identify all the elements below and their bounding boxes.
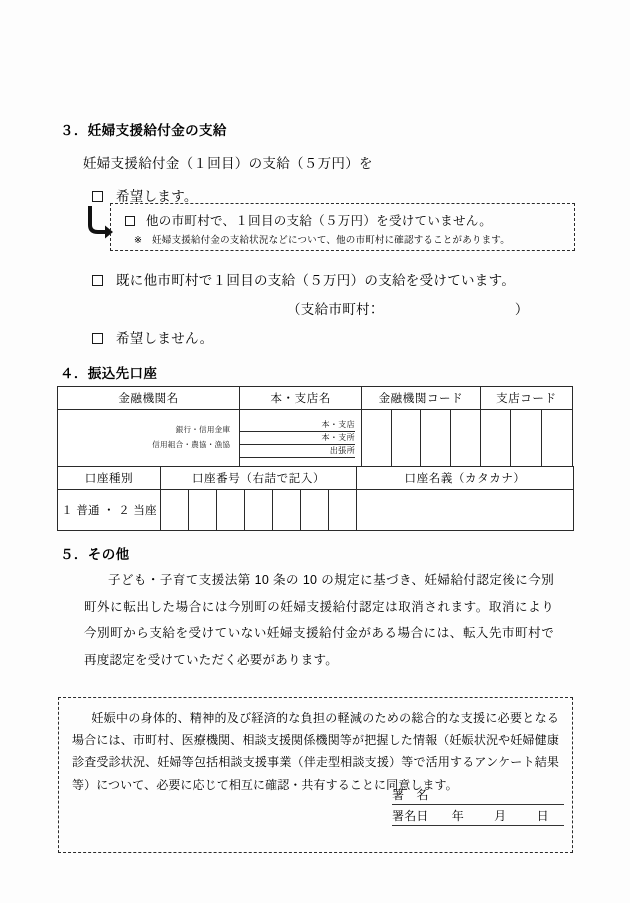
- section-3-lead-text: 妊婦支援給付金（１回目）の支給（５万円）を: [83, 156, 373, 171]
- table-header-row-2: [58, 467, 574, 490]
- account-number-cell-2[interactable]: [189, 490, 217, 531]
- checkbox-label-already-received: 既に他市町村で１回目の支給（５万円）の支給を受けています。: [116, 273, 516, 288]
- month-label: 月: [494, 809, 507, 823]
- th-financial-institution-name: 金融機関名: [58, 387, 240, 410]
- section-5-heading: ５．その他: [60, 547, 130, 562]
- checkbox-label-not-received-elsewhere: 他の市町村で、１回目の支給（５万円）を受けていません。: [146, 214, 493, 228]
- branch-type-list: [240, 419, 361, 458]
- th-branch-name: 本・支店名: [240, 387, 362, 410]
- note-mark: ※: [134, 235, 143, 246]
- day-label: 日: [536, 809, 549, 823]
- table-data-row-1: [58, 410, 573, 467]
- account-number-cell-4[interactable]: [245, 490, 273, 531]
- checkbox-request-yes[interactable]: [92, 191, 103, 202]
- branch-code-cell-1[interactable]: [480, 410, 511, 467]
- checkbox-row-request-yes[interactable]: [92, 185, 198, 205]
- table-header-row-1: [58, 387, 573, 410]
- bank-code-cell-2[interactable]: [391, 410, 421, 467]
- consent-paragraph: [72, 707, 559, 796]
- bank-code-cell-1[interactable]: [362, 410, 392, 467]
- signature-date-label: 署名日: [392, 809, 429, 823]
- paying-municipality-field[interactable]: （支給市町村： ）: [287, 302, 529, 317]
- th-branch-code: 支店コード: [480, 387, 572, 410]
- th-bank-code: 金融機関コード: [362, 387, 481, 410]
- branch-code-cell-2[interactable]: [511, 410, 542, 467]
- signature-date-line[interactable]: [392, 806, 564, 826]
- checkbox-not-received-elsewhere[interactable]: [125, 216, 135, 226]
- note-text: 妊婦支援給付金の支給状況などについて、他の市町村に確認することがあります。: [152, 235, 510, 246]
- fi-type-1: 信用組合・農協・漁協: [152, 440, 231, 449]
- bank-account-table: [57, 386, 573, 467]
- account-number-cell-1[interactable]: [161, 490, 189, 531]
- signature-date-fields[interactable]: [429, 807, 564, 824]
- checkbox-row-request-no[interactable]: [92, 327, 213, 347]
- checkbox-row-already-received[interactable]: [92, 269, 515, 289]
- table-data-row-2: [58, 490, 574, 531]
- cell-financial-institution-name[interactable]: [58, 410, 240, 467]
- bank-code-cell-4[interactable]: [451, 410, 481, 467]
- cell-account-kind[interactable]: １ 普通 ・ ２ 当座: [58, 490, 161, 531]
- checkbox-label-request-no: 希望しません。: [116, 331, 214, 346]
- branch-type-1: 本・支所: [240, 432, 355, 445]
- branch-code-cell-3[interactable]: [542, 410, 573, 467]
- signature-label: 署 名: [392, 788, 429, 802]
- account-number-cell-5[interactable]: [273, 490, 301, 531]
- cell-branch-name[interactable]: [240, 410, 362, 467]
- bank-code-cell-3[interactable]: [421, 410, 451, 467]
- section-3-heading: ３．妊婦支援給付金の支給: [60, 123, 227, 138]
- checkbox-label-request-yes: 希望します。: [116, 189, 198, 204]
- account-number-cell-3[interactable]: [217, 490, 245, 531]
- th-account-kind: 口座種別: [58, 467, 161, 490]
- branch-type-2: 出張所: [240, 445, 355, 458]
- th-account-number: 口座番号（右詰で記入）: [161, 467, 357, 490]
- signature-line[interactable]: [392, 786, 564, 805]
- checkbox-already-received[interactable]: [92, 275, 103, 286]
- cell-account-holder[interactable]: [357, 490, 574, 531]
- consent-paragraph-text: 妊娠中の身体的、精神的及び経済的な負担の軽減のための総合的な支援に必要となる場合には、市町村、医療機関、相談支援関係機関等が把握した情報（妊娠状況や妊婦健康診査受診状況、妊婦等包括相談支援事業（伴走型相談支援）等で活用するアンケート結果等）について、必要に応じて相互に確認・共有することに同意します。: [72, 711, 559, 792]
- checkbox-row-not-received-elsewhere[interactable]: [125, 211, 492, 229]
- section-5-paragraph: [84, 567, 554, 673]
- branch-type-0: 本・支店: [240, 419, 355, 432]
- year-label: 年: [451, 809, 464, 823]
- section-4-heading: ４．振込先口座: [60, 366, 158, 381]
- account-number-cell-7[interactable]: [329, 490, 357, 531]
- account-number-cell-6[interactable]: [301, 490, 329, 531]
- financial-institution-type-list: [58, 423, 239, 452]
- section-5-paragraph-text: 子ども・子育て支援法第 10 条の 10 の規定に基づき、妊婦給付認定後に今別町外に転出した場合には今別町の妊婦支援給付認定は取消されます。取消により今別町から支給を受けていない妊婦支援給付金がある場合には、転入先市町村で再度認定を受けていただく必要があります。: [84, 573, 554, 667]
- checkbox-request-no[interactable]: [92, 333, 103, 344]
- fi-type-0: 銀行・信用金庫: [175, 425, 231, 435]
- nested-note: [134, 232, 510, 246]
- th-account-holder: 口座名義（カタカナ）: [357, 467, 574, 490]
- account-number-table: [57, 466, 574, 531]
